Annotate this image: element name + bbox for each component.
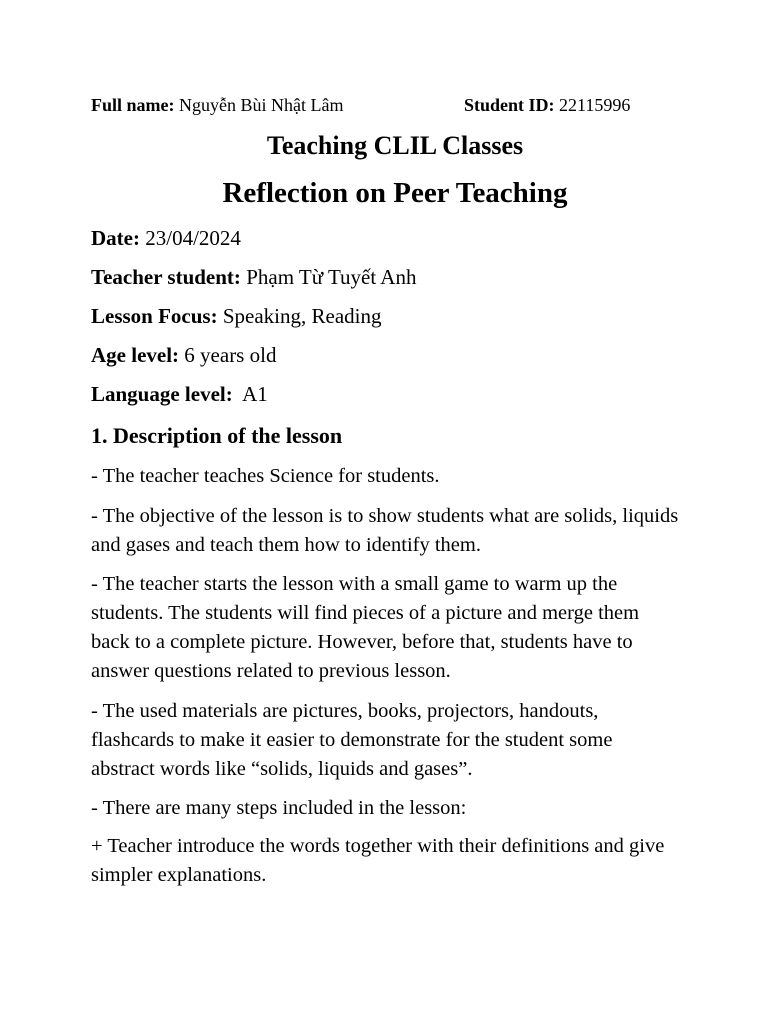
full-name-field (91, 95, 343, 115)
age-level-value: 6 years old (184, 343, 277, 367)
teacher-student-value: Phạm Từ Tuyết Anh (246, 265, 417, 289)
age-level-label: Age level: (91, 343, 180, 367)
paragraph: - There are many steps included in the lesson: (91, 797, 467, 819)
teacher-student-line (91, 265, 416, 289)
date-value: 23/04/2024 (145, 226, 241, 250)
paragraph: - The used materials are pictures, books, projectors, handouts, flashcards to make it easier to demonstrate for the student some abstract words like “solids, liquids and gases”. (91, 700, 613, 780)
teacher-student-label: Teacher student: (91, 265, 241, 289)
lesson-focus-value: Speaking, Reading (222, 304, 382, 328)
full-name-label: Full name: (91, 95, 175, 115)
language-level-value: A1 (242, 382, 268, 406)
paragraph: - The objective of the lesson is to show students what are solids, liquids and gases and teach them how to identify them. (91, 505, 679, 556)
section-heading: 1. Description of the lesson (91, 423, 343, 448)
paragraph: - The teacher starts the lesson with a small game to warm up the students. The students will find pieces of a picture and merge them back to a complete picture. However, before that, students have to answer questions related to previous lesson. (91, 573, 640, 682)
course-title: Teaching CLIL Classes (266, 131, 524, 160)
lesson-focus-line (91, 304, 382, 328)
student-id-label: Student ID: (464, 95, 555, 115)
student-id-value: 22115996 (559, 95, 631, 115)
lesson-focus-label: Lesson Focus: (91, 304, 218, 328)
reflection-title: Reflection on Peer Teaching (222, 177, 568, 209)
paragraph: + Teacher introduce the words together with their definitions and give simpler explanations. (91, 835, 665, 886)
age-level-line (91, 343, 276, 367)
student-id-field (464, 94, 630, 116)
language-level-line (91, 382, 268, 406)
full-name-value: Nguyễn Bùi Nhật Lâm (179, 95, 344, 115)
paragraph: - The teacher teaches Science for students. (91, 465, 440, 487)
date-label: Date: (91, 226, 140, 250)
student-info-line (91, 94, 691, 116)
language-level-label: Language level: (91, 382, 233, 406)
date-line (91, 226, 241, 250)
